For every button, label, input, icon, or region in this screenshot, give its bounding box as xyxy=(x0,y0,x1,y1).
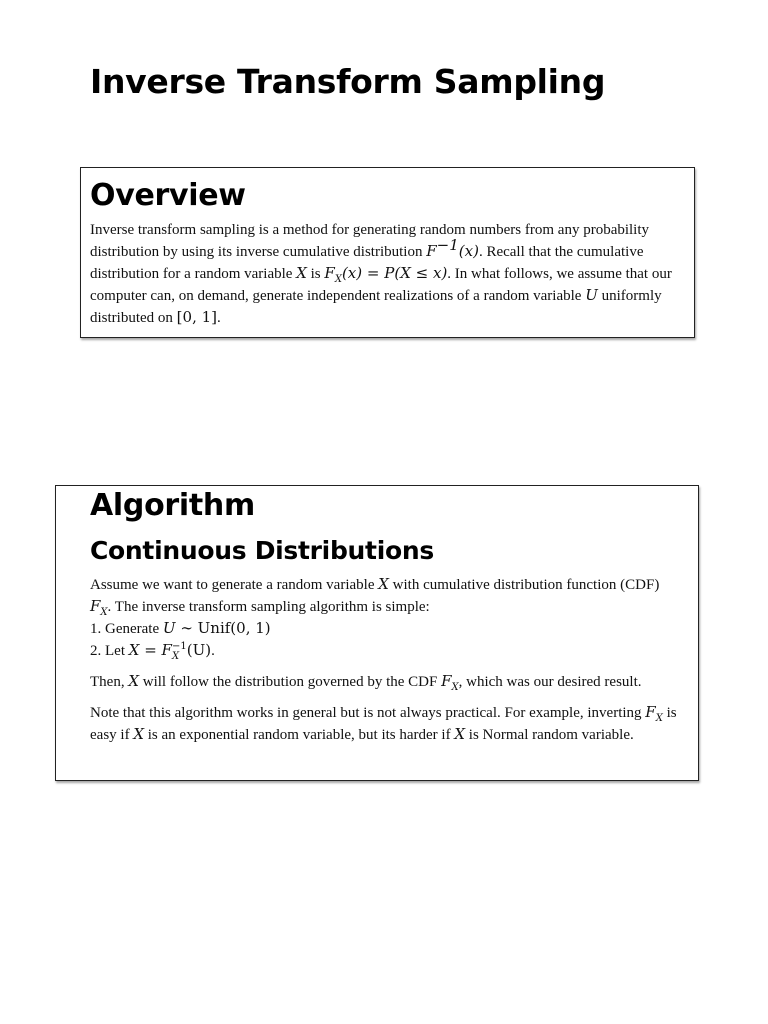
overview-text-1: Inverse transform sampling is a method for generating random numbers from any probability distribution by using its inverse cumulative distribution xyxy=(90,222,650,260)
overview-heading: Overview xyxy=(90,178,246,213)
continuous-distributions-heading: Continuous Distributions xyxy=(90,536,434,565)
intro-text-2: with cumulative distribution function (CDF) xyxy=(388,577,660,593)
overview-section xyxy=(80,167,695,338)
math-cdf-definition: $F_X(x) = P(X \le x)$ xyxy=(324,264,448,285)
algorithm-step-1: 1. Generate U ∼ Unif(0, 1) xyxy=(90,619,271,637)
algorithm-note-paragraph: Note that this algorithm works in general but is not always practical. For example, inverting $F_X$ is easy if X is an exponential random variable, but its harder if X is Normal random variable. xyxy=(90,703,677,743)
algorithm-heading: Algorithm xyxy=(90,488,255,523)
overview-text-6: . xyxy=(217,310,221,326)
algorithm-step-2: 2. Let X = F −1 X (U). xyxy=(90,640,215,662)
overview-text-3: is xyxy=(306,266,325,282)
math-U: U xyxy=(585,286,598,304)
math-FX: $F_X$ xyxy=(90,597,108,618)
intro-text-3: . The inverse transform sampling algorithm is simple: xyxy=(107,599,430,615)
overview-paragraph xyxy=(90,220,685,329)
math-X: X xyxy=(296,264,307,282)
page-title: Inverse Transform Sampling xyxy=(90,62,606,101)
algorithm-result-paragraph: Then, X will follow the distribution governed by the CDF $F_X$, which was our desired result. xyxy=(90,672,642,693)
math-X: X xyxy=(378,575,389,593)
math-interval: [0, 1] xyxy=(176,308,217,326)
overview-text-5: uniformly distributed on xyxy=(90,288,662,326)
intro-text-1: Assume we want to generate a random variable xyxy=(90,577,379,593)
algorithm-intro-paragraph xyxy=(90,574,684,618)
math-F-inverse: $F^{-1}(x)$ xyxy=(426,236,479,260)
overview-text-2: . Recall that the cumulative distribution for a random variable xyxy=(90,244,644,282)
algorithm-section xyxy=(55,485,699,781)
overview-text-4: . In what follows, we assume that our computer can, on demand, generate independent realizations of a random variable xyxy=(90,266,672,304)
